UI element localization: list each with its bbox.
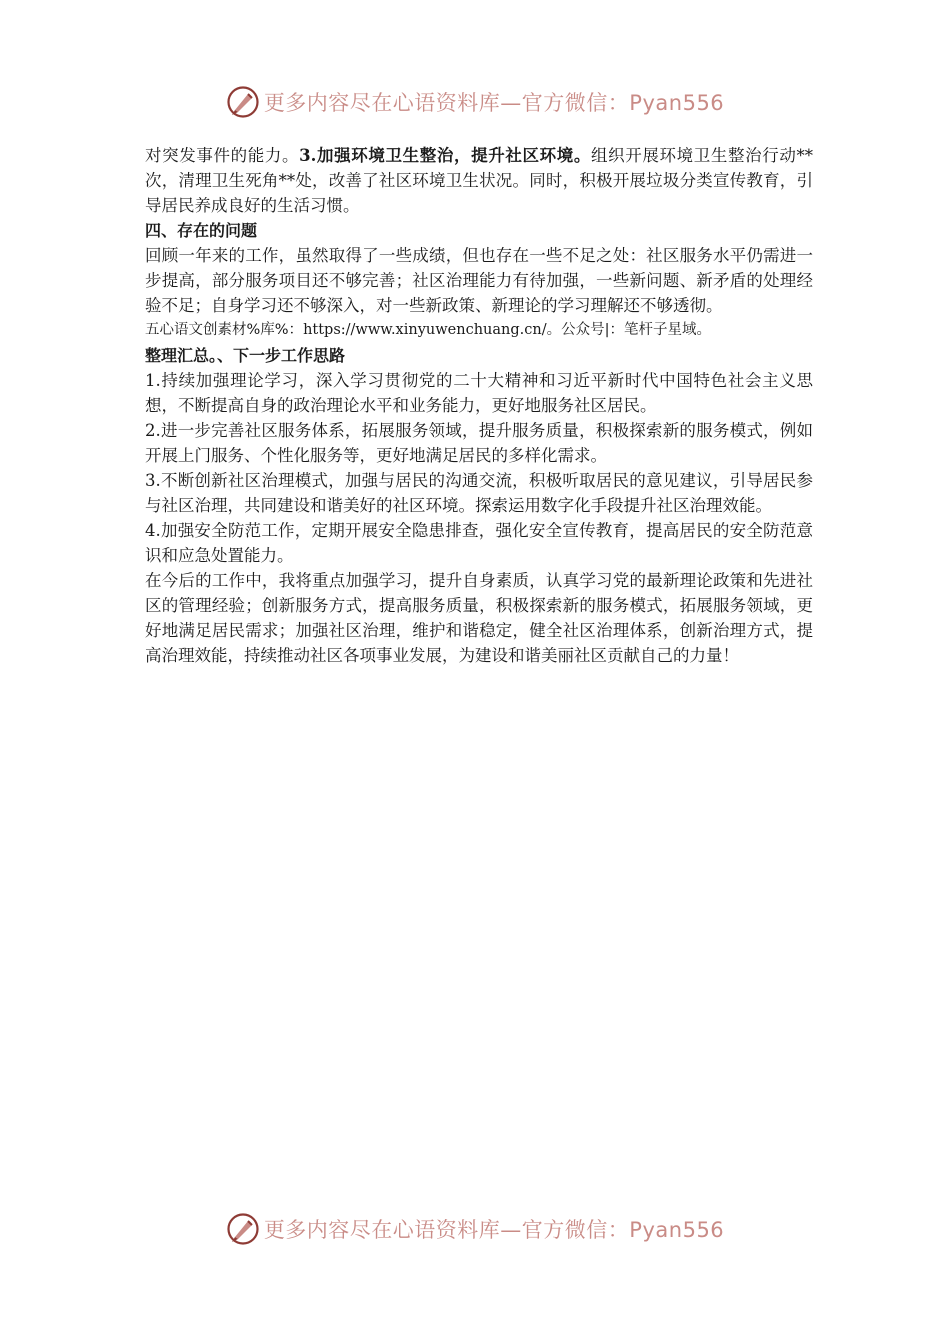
- source-url: https://www.xinyuwenchuang.cn/: [303, 322, 547, 338]
- list-item-3: 3.不断创新社区治理模式，加强与居民的沟通交流，积极听取居民的意见建议，引导居民参与社区治理，共同建设和谐美好的社区环境。探索运用数字化手段提升社区治理效能。: [145, 471, 813, 515]
- paragraph-environment: [145, 143, 813, 218]
- pen-nib-logo-icon: [226, 85, 260, 119]
- paragraph-tail: 组织开展环境卫生整治行动**次，清理卫生死角**处，改善了社区环境卫生状况。同时，积极开展垃圾分类宣传教育，引导居民养成良好的生活习惯。: [145, 146, 814, 215]
- source-watermark-line: [145, 318, 813, 343]
- list-item-1: 1.持续加强理论学习，深入学习贯彻党的二十大精神和习近平新时代中国特色社会主义思想，不断提高自身的政治理论水平和业务能力，更好地服务社区居民。: [145, 371, 813, 415]
- footer-banner: [0, 1209, 950, 1249]
- bold-subheading: 3.加强环境卫生整治，提升社区环境。: [299, 146, 591, 165]
- paragraph-lead: 对突发事件的能力。: [145, 146, 300, 165]
- paragraph-problems: 回顾一年来的工作，虽然取得了一些成绩，但也存在一些不足之处：社区服务水平仍需进一步提高，部分服务项目还不够完善；社区治理能力有待加强，一些新问题、新矛盾的处理经验不足；自身学习还不够深入，对一些新政策、新理论的学习理解还不够透彻。: [145, 246, 813, 315]
- footer-banner-text: 更多内容尽在心语资料库—官方微信：Pyan556: [263, 1218, 725, 1242]
- header-banner-text: 更多内容尽在心语资料库—官方微信：Pyan556: [263, 91, 725, 115]
- list-item-2: 2.进一步完善社区服务体系，拓展服务领域，提升服务质量，积极探索新的服务模式，例如开展上门服务、个性化服务等，更好地满足居民的多样化需求。: [145, 421, 813, 465]
- header-banner: [0, 82, 950, 122]
- source-suffix: 。公众号|：笔杆子星域。: [546, 322, 711, 338]
- document-body: [145, 143, 813, 668]
- closing-paragraph: 在今后的工作中，我将重点加强学习，提升自身素质，认真学习党的最新理论政策和先进社区的管理经验；创新服务方式，提高服务质量，积极探索新的服务模式，拓展服务领域，更好地满足居民需求；加强社区治理，维护和谐稳定，健全社区治理体系，创新治理方式，提高治理效能，持续推动社区各项事业发展，为建设和谐美丽社区贡献自己的力量！: [145, 571, 813, 665]
- section-heading-problems: 四、存在的问题: [145, 221, 258, 240]
- section-heading-next-steps: 整理汇总。、下一步工作思路: [145, 346, 346, 365]
- source-prefix: 五心语文创素材%库%：: [145, 322, 304, 338]
- list-item-4: 4.加强安全防范工作，定期开展安全隐患排查，强化安全宣传教育，提高居民的安全防范意识和应急处置能力。: [145, 521, 813, 565]
- pen-nib-logo-icon: [226, 1212, 260, 1246]
